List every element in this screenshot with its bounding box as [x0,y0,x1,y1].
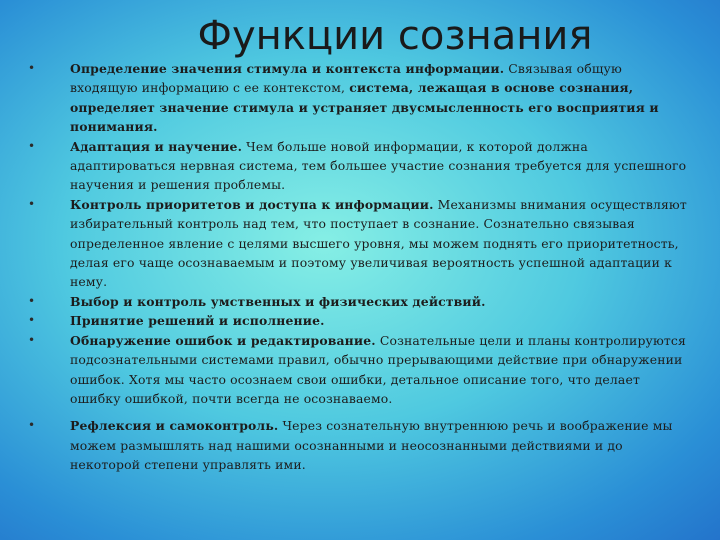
item-text: Чем больше новой информации, к которой должна адаптироваться нервная система, тем большее участие сознания требуется для успешного научения и решения проблемы. [70,138,687,193]
item-heading: Принятие решений и исполнение. [70,313,325,329]
slide-title: Функции сознания [197,13,593,59]
item-heading: Определение значения стимула и контекста информации. [70,61,505,76]
bullet-icon: • [28,293,36,308]
bullet-list [22,59,692,475]
item-heading: Выбор и контроль умственных и физических действий. [70,293,486,309]
list-item [22,292,692,311]
bullet-icon: • [28,332,36,347]
list-item [22,59,692,137]
item-heading: Обнаружение ошибок и редактирование. [70,332,376,348]
list-item [22,137,692,195]
bullet-icon: • [28,196,36,211]
bullet-icon: • [28,418,36,433]
item-text: Через сознательную внутреннюю речь и воображение мы можем размышлять над нашими осознанными и неосознанными действиями и до некоторой степени управлять ими. [70,418,673,473]
list-item [22,311,692,330]
bullet-icon: • [28,61,36,75]
item-emphasis: система, лежащая в основе сознания, определяет значение стимула и устраняет двусмысленность его восприятия и понимания. [70,80,659,135]
list-item [22,416,692,474]
item-heading: Адаптация и научение. [70,138,243,154]
item-text: Механизмы внимания осуществляют избирательный контроль над тем, что поступает в сознание. Сознательно связывая определенное явление с целями высшего уровня, мы можем поднять его приоритетность, делая его чаще осознаваемым и поэтому увеличивая вероятность успешной адаптации к нему. [70,196,687,290]
bullet-icon: • [28,138,36,153]
item-text: Связывая общую входящую информацию с ее контекстом, [70,61,622,96]
list-item [22,331,692,409]
item-text: Сознательные цели и планы контролируются подсознательными системами правил, обычно прерывающими действие при обнаружении ошибок. Хотя мы часто осознаем свои ошибки, детальное описание того, что делает ошибку ошибкой, почти всегда не осознаваемо. [70,332,686,406]
bullet-icon: • [28,313,36,328]
item-heading: Контроль приоритетов и доступа к информации. [70,196,434,212]
item-heading: Рефлексия и самоконтроль. [70,418,279,434]
list-item [22,195,692,292]
